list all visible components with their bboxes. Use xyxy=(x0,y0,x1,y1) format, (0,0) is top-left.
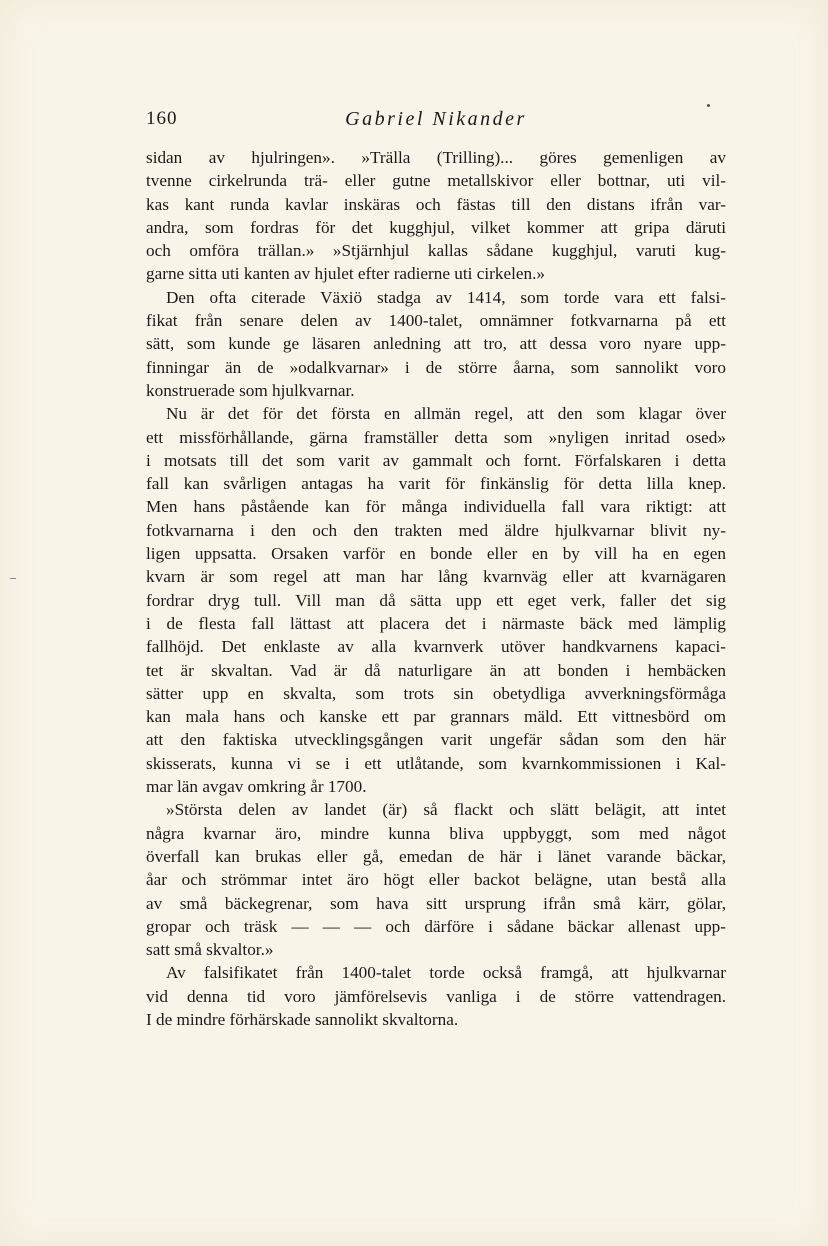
text-line: kan mala hans och kanske ett par grannars mäld. Ett vittnesbörd om xyxy=(146,707,726,727)
text-line: gropar och träsk — — — och därföre i sådane bäckar allenast upp- xyxy=(146,916,726,936)
text-line: sätter upp en skvalta, som trots sin obetydliga avverkningsförmåga xyxy=(146,683,726,703)
text-line: satt små skvaltor.» xyxy=(146,940,274,960)
text-line: av små bäckegrenar, som hava sitt ursprung ifrån små kärr, gölar, xyxy=(146,893,726,913)
text-line: Nu är det för det första en allmän regel, att den som klagar över xyxy=(166,404,726,424)
text-line: och omföra trällan.» »Stjärnhjul kallas sådane kugghjul, varuti kug- xyxy=(146,241,726,261)
text-line: fordrar dryg tull. Vill man då sätta upp ett eget verk, faller det sig xyxy=(146,590,726,610)
text-line: fall kan svårligen antagas ha varit för finkänslig för detta lilla knep. xyxy=(146,474,726,494)
page-number: 160 xyxy=(146,108,178,129)
text-line: vid denna tid voro jämförelsevis vanliga i de större vattendragen. xyxy=(146,986,726,1006)
text-line: Av falsifikatet från 1400-talet torde också framgå, att hjulkvarnar xyxy=(166,963,726,983)
text-line: kas kant runda kavlar inskäras och fästas till den distans ifrån var- xyxy=(146,194,726,214)
text-line: Den ofta citerade Växiö stadga av 1414, som torde vara ett falsi- xyxy=(166,287,726,307)
text-line: mar län avgav omkring år 1700. xyxy=(146,777,367,797)
text-line: ligen uppsatta. Orsaken varför en bonde eller en by vill ha en egen xyxy=(146,544,726,564)
running-title: Gabriel Nikander xyxy=(345,108,527,130)
text-line: sidan av hjulringen». »Trälla (Trilling)... göres gemenligen av xyxy=(146,148,726,167)
text-line: fikat från senare delen av 1400-talet, omnämner fotkvarnarna på ett xyxy=(146,311,726,331)
text-line: »Största delen av landet (är) så flackt och slätt belägit, att intet xyxy=(166,800,726,820)
text-line: kvarn är som regel att man har lång kvarnväg eller att kvarnägaren xyxy=(146,567,726,587)
text-line: överfall kan brukas eller gå, emedan de här i länet varande bäckar, xyxy=(146,846,726,866)
text-line: i motsats till det som varit av gammalt och fornt. Förfalskaren i detta xyxy=(146,450,726,470)
body-text xyxy=(146,146,726,1031)
text-line: några kvarnar äro, mindre kunna bliva uppbyggt, som med något xyxy=(146,823,726,843)
text-line: I de mindre förhärskade sannolikt skvaltorna. xyxy=(146,1009,459,1029)
ink-speck xyxy=(707,104,710,107)
text-line: fotkvarnarna i den och den trakten med äldre hjulkvarnar blivit ny- xyxy=(146,520,726,540)
text-line: att den faktiska utvecklingsgången varit ungefär sådan som den här xyxy=(146,730,726,750)
text-line: fallhöjd. Det enklaste av alla kvarnverk utöver handkvarnens kapaci- xyxy=(146,637,726,657)
text-line: skisserats, kunna vi se i ett utlåtande, som kvarnkommissionen i Kal- xyxy=(146,753,726,773)
page-header xyxy=(146,108,726,138)
text-line: åar och strömmar intet äro högt eller backot belägne, utan bestå alla xyxy=(146,870,726,890)
text-line: Men hans påstående kan för många individuella fall vara riktigt: att xyxy=(146,497,726,517)
text-line: tvenne cirkelrunda trä- eller gutne metallskivor eller bottnar, uti vil- xyxy=(146,171,726,191)
page-edge-mark xyxy=(10,578,16,579)
text-line: garne sitta uti kanten av hjulet efter radierne uti cirkelen.» xyxy=(146,264,545,284)
text-line: ett missförhållande, gärna framställer detta som »nyligen inritad osed» xyxy=(146,427,726,447)
text-line: tet är skvaltan. Vad är då naturligare än att bonden i hembäcken xyxy=(146,660,726,680)
text-line: i de flesta fall lättast att placera det i närmaste bäck med lämplig xyxy=(146,613,726,633)
text-line: konstruerade som hjulkvarnar. xyxy=(146,380,355,400)
text-line: finningar än de »odalkvarnar» i de större åarna, som sannolikt voro xyxy=(146,357,726,377)
text-line: andra, som fordras för det kugghjul, vilket kommer att gripa däruti xyxy=(146,217,726,237)
text-line: sätt, som kunde ge läsaren anledning att tro, att dessa voro nyare upp- xyxy=(146,334,726,354)
